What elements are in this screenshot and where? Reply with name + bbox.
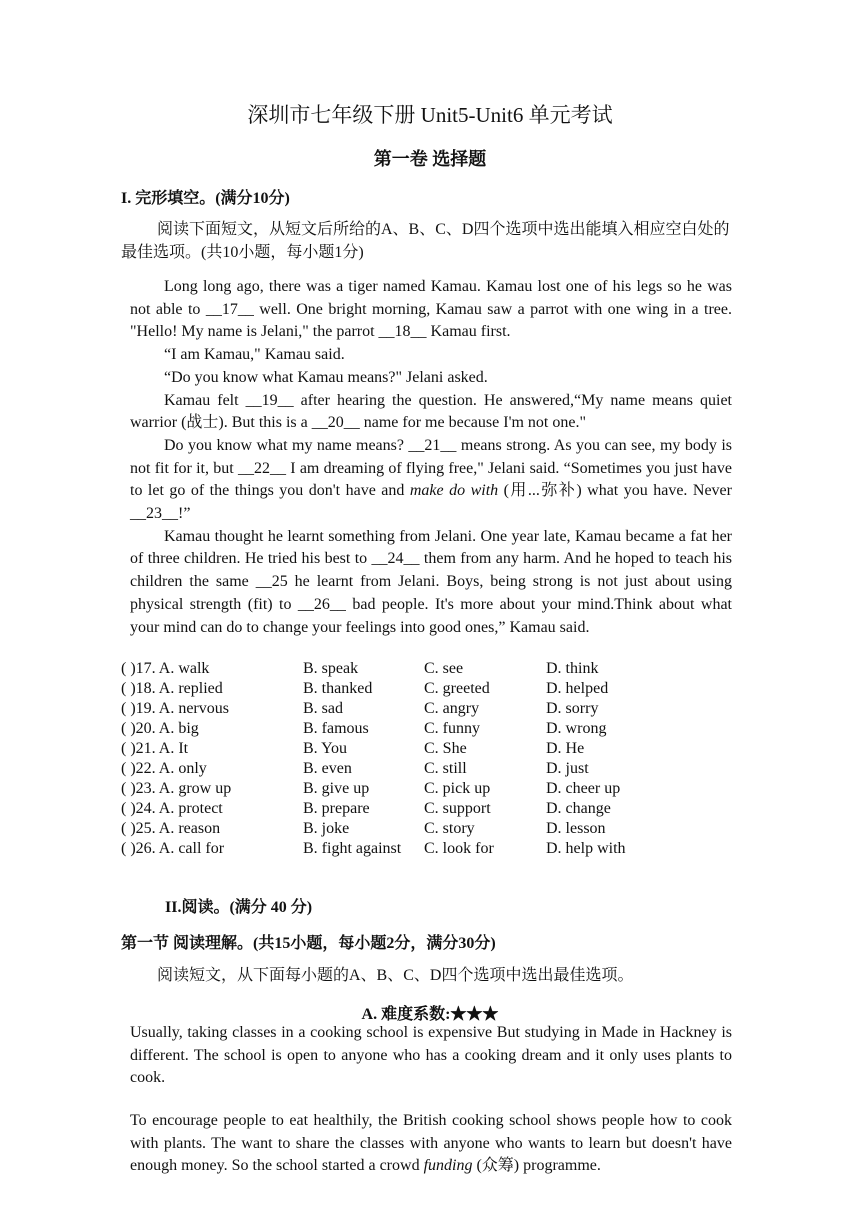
option-b: B. thanked: [303, 680, 373, 697]
passage-paragraph: [130, 435, 732, 526]
part1-instruction: 阅读下面短文，从短文后所给的A、B、C、D四个选项中选出能填入相应空白处的最佳选项。(共10小题，每小题1分): [121, 221, 730, 261]
option-c: C. see: [424, 660, 464, 677]
question-row: [121, 740, 741, 760]
option-d: D. wrong: [546, 720, 607, 737]
option-d: D. cheer up: [546, 780, 621, 797]
question-number: ( )24. A. protect: [121, 800, 223, 817]
question-row: [121, 760, 741, 780]
question-number: ( )20. A. big: [121, 720, 199, 737]
page-title: 深圳市七年级下册 Unit5-Unit6 单元考试: [247, 103, 613, 127]
option-d: D. help with: [546, 840, 626, 857]
question-row: [121, 840, 741, 860]
option-c: C. support: [424, 800, 491, 817]
option-d: D. change: [546, 800, 611, 817]
part1-heading: I. 完形填空。(满分10分): [121, 190, 290, 207]
part2-heading: II.阅读。(满分 40 分): [165, 899, 313, 916]
passage-text: Do you know what my name means? __21__ means strong. As you can see, my body is not fit for it, but __22__ I am dreaming of flying free," Jelani said. “Sometimes you just have to let go of the things you don't have and: [130, 436, 732, 500]
passage-a-heading: A. 难度系数:★★★: [361, 1006, 499, 1023]
passage-paragraph: Kamau felt __19__ after hearing the question. He answered,“My name means quiet warrior (战士). But this is a __20__ name for me because I'm not one.": [130, 391, 732, 432]
passage-a-paragraph-1: [130, 1022, 732, 1090]
option-d: D. sorry: [546, 700, 599, 717]
option-c: C. funny: [424, 720, 480, 737]
question-number: ( )26. A. call for: [121, 840, 225, 857]
part2-instruction: 阅读短文，从下面每小题的A、B、C、D四个选项中选出最佳选项。: [157, 967, 634, 984]
question-row: [121, 780, 741, 800]
passage-paragraph: “Do you know what Kamau means?" Jelani asked.: [164, 368, 488, 386]
passage-italic-phrase: make do with: [409, 482, 499, 500]
option-b: B. give up: [303, 780, 370, 797]
passage-text: (用...弥补) what you have. Never __23__!”: [130, 482, 732, 523]
question-row: [121, 660, 741, 680]
question-number: ( )23. A. grow up: [121, 780, 232, 797]
option-c: C. She: [424, 740, 467, 757]
option-b: B. fight against: [303, 840, 402, 857]
passage-a-text: Usually, taking classes in a cooking school is expensive But studying in Made in Hackney is different. The school is open to anyone who has a cooking dream and it only uses plants to cook.: [130, 1024, 732, 1087]
question-number: ( )22. A. only: [121, 760, 207, 777]
option-d: D. lesson: [546, 820, 606, 837]
option-c: C. pick up: [424, 780, 491, 797]
passage-a-text: [130, 1110, 732, 1178]
option-b: B. prepare: [303, 800, 370, 817]
option-c: C. story: [424, 820, 475, 837]
question-row: [121, 700, 741, 720]
question-number: ( )25. A. reason: [121, 820, 221, 837]
part2-section-heading: 第一节 阅读理解。(共15小题，每小题2分，满分30分): [121, 935, 496, 952]
question-row: [121, 800, 741, 820]
option-d: D. He: [546, 740, 585, 757]
option-b: B. famous: [303, 720, 369, 737]
question-number: ( )18. A. replied: [121, 680, 223, 697]
option-d: D. think: [546, 660, 599, 677]
passage-paragraph: Long long ago, there was a tiger named Kamau. Kamau lost one of his legs so he was not able to __17__ well. One bright morning, Kamau saw a parrot with one wing in a tree. "Hello! My name is Jelani," the parrot __18__ Kamau first.: [130, 278, 732, 341]
option-b: B. speak: [303, 660, 359, 677]
option-b: B. sad: [303, 700, 343, 717]
question-row: [121, 820, 741, 840]
passage-a-paragraph-2: [130, 1110, 732, 1178]
question-number: ( )19. A. nervous: [121, 700, 229, 717]
option-c: C. greeted: [424, 680, 490, 697]
option-c: C. angry: [424, 700, 480, 717]
option-b: B. You: [303, 740, 348, 757]
passage-paragraph: “I am Kamau," Kamau said.: [164, 346, 345, 364]
option-b: B. even: [303, 760, 352, 777]
page-subtitle: 第一卷 选择题: [373, 149, 487, 169]
passage-text: (众筹) programme.: [472, 1157, 601, 1175]
cloze-passage: [130, 276, 732, 639]
question-number: ( )21. A. It: [121, 740, 189, 757]
cloze-options: [121, 660, 741, 860]
passage-italic-word: funding: [423, 1157, 473, 1175]
passage-paragraph: Kamau thought he learnt something from Jelani. One year late, Kamau became a fat her of three children. He tried his best to __24__ them from any harm. And he hoped to teach his children the same __25 he learnt from Jelani. Boys, being strong is not just about using physical strength (fit) to __26__ bad people. It's more about your mind.Think about what your mind can do to change your feelings into good ones,” Kamau said.: [130, 527, 732, 636]
question-number: ( )17. A. walk: [121, 660, 210, 677]
option-c: C. still: [424, 760, 467, 777]
option-d: D. just: [546, 760, 589, 777]
option-d: D. helped: [546, 680, 609, 697]
question-row: [121, 720, 741, 740]
question-row: [121, 680, 741, 700]
option-c: C. look for: [424, 840, 494, 857]
option-b: B. joke: [303, 820, 350, 837]
passage-text: To encourage people to eat healthily, the British cooking school shows people how to cook with plants. The want to share the classes with anyone who wants to learn but doesn't have enough money. So the school started a crowd: [130, 1112, 732, 1175]
